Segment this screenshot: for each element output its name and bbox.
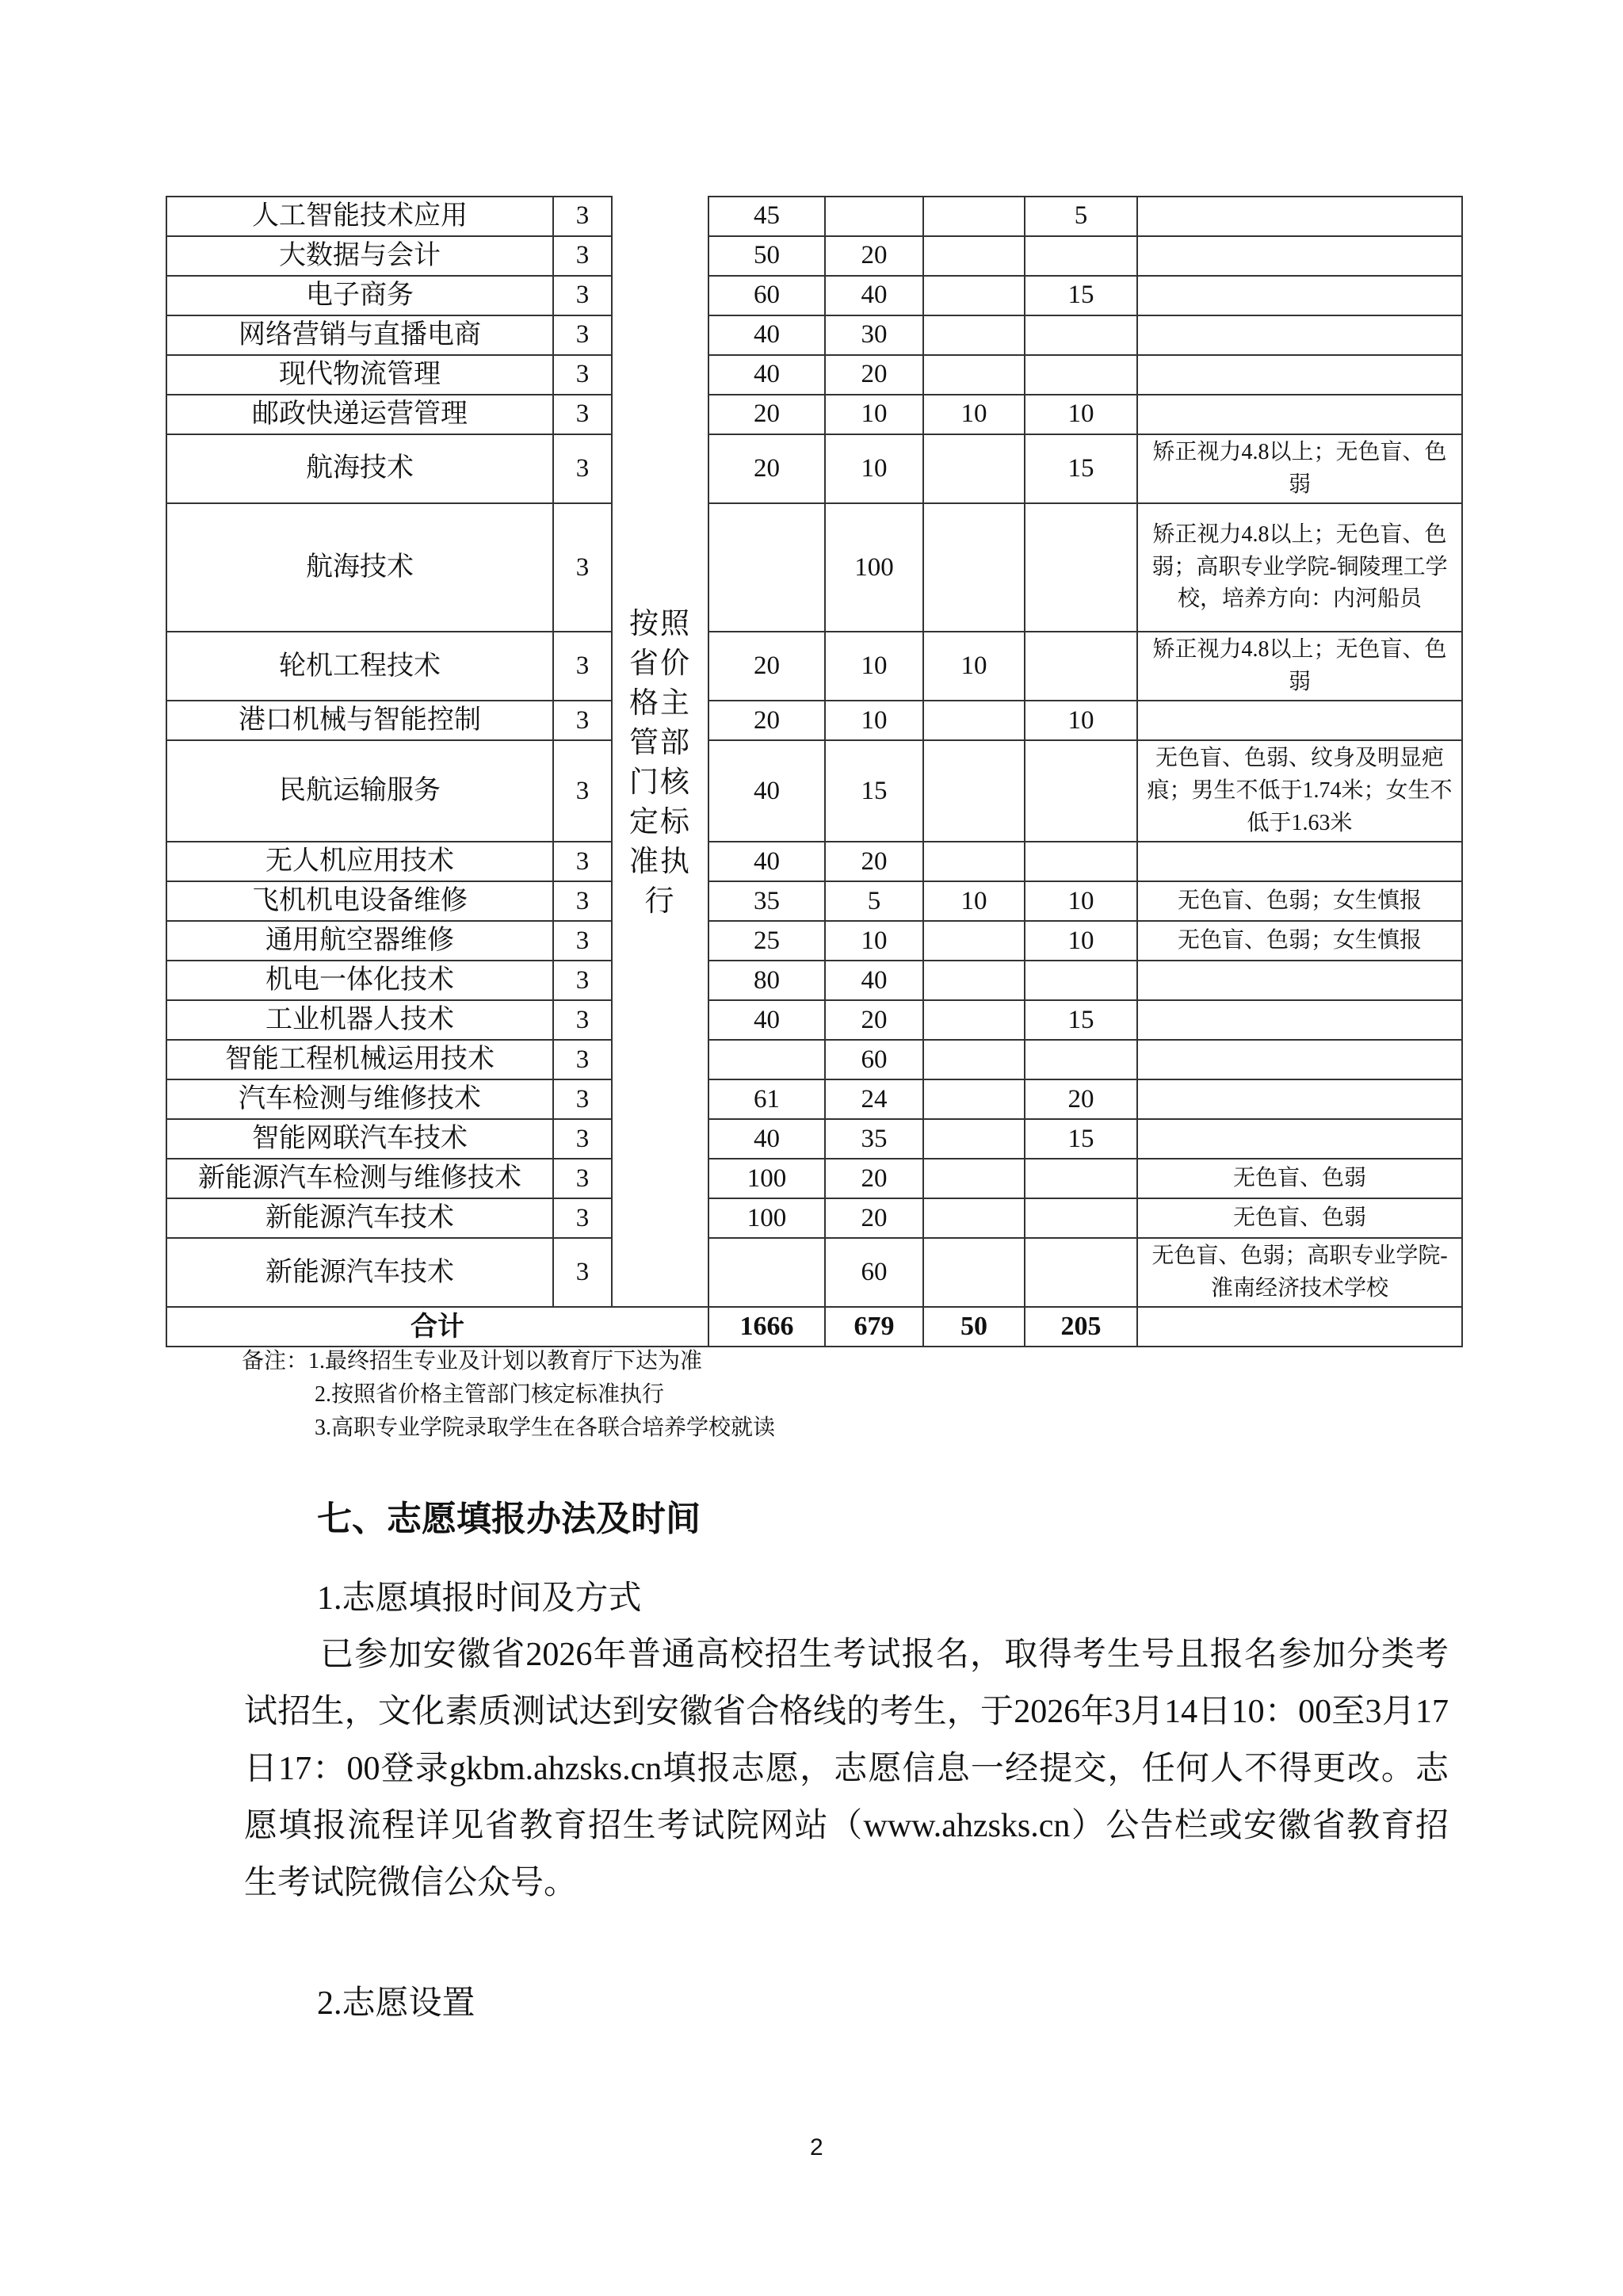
quota-cell bbox=[923, 1079, 1025, 1119]
quota-cell bbox=[923, 1040, 1025, 1079]
quota-cell: 10 bbox=[1025, 395, 1137, 434]
quota-cell: 60 bbox=[708, 276, 825, 315]
quota-cell bbox=[708, 503, 825, 632]
quota-cell: 10 bbox=[825, 395, 923, 434]
quota-cell bbox=[1025, 740, 1137, 842]
major-cell: 民航运输服务 bbox=[166, 740, 553, 842]
quota-cell bbox=[923, 315, 1025, 355]
remark-cell bbox=[1137, 1000, 1462, 1040]
quota-cell: 5 bbox=[1025, 197, 1137, 236]
major-cell: 航海技术 bbox=[166, 434, 553, 503]
quota-cell bbox=[923, 740, 1025, 842]
table-row bbox=[166, 1198, 1462, 1238]
quota-cell: 40 bbox=[708, 315, 825, 355]
subsection-heading: 2.志愿设置 bbox=[317, 1985, 475, 2022]
quota-cell bbox=[1025, 842, 1137, 881]
years-cell: 3 bbox=[553, 1079, 612, 1119]
quota-cell bbox=[923, 842, 1025, 881]
quota-cell: 80 bbox=[708, 961, 825, 1000]
note-item: 2.按照省价格主管部门核定标准执行 bbox=[315, 1382, 665, 1407]
quota-cell bbox=[923, 434, 1025, 503]
table-row bbox=[166, 236, 1462, 276]
years-cell: 3 bbox=[553, 315, 612, 355]
quota-cell: 20 bbox=[825, 1159, 923, 1198]
remark-cell bbox=[1137, 315, 1462, 355]
quota-cell: 35 bbox=[708, 881, 825, 921]
major-cell: 新能源汽车技术 bbox=[166, 1198, 553, 1238]
remark-cell: 无色盲、色弱 bbox=[1137, 1159, 1462, 1198]
table-row bbox=[166, 434, 1462, 503]
years-cell: 3 bbox=[553, 1119, 612, 1159]
table-row bbox=[166, 842, 1462, 881]
major-cell: 汽车检测与维修技术 bbox=[166, 1079, 553, 1119]
major-cell: 电子商务 bbox=[166, 276, 553, 315]
table-row bbox=[166, 1040, 1462, 1079]
major-cell: 轮机工程技术 bbox=[166, 632, 553, 701]
major-cell: 新能源汽车检测与维修技术 bbox=[166, 1159, 553, 1198]
quota-cell bbox=[923, 1159, 1025, 1198]
remark-cell bbox=[1137, 701, 1462, 740]
quota-cell: 100 bbox=[708, 1159, 825, 1198]
quota-cell bbox=[923, 1198, 1025, 1238]
quota-cell: 10 bbox=[1025, 881, 1137, 921]
years-cell: 3 bbox=[553, 276, 612, 315]
years-cell: 3 bbox=[553, 1198, 612, 1238]
quota-cell: 50 bbox=[708, 236, 825, 276]
quota-cell bbox=[1025, 503, 1137, 632]
remark-cell: 矫正视力4.8以上；无色盲、色弱 bbox=[1137, 632, 1462, 701]
quota-cell: 20 bbox=[825, 1000, 923, 1040]
quota-cell bbox=[1025, 632, 1137, 701]
years-cell: 3 bbox=[553, 503, 612, 632]
major-cell: 现代物流管理 bbox=[166, 355, 553, 395]
section-heading: 七、志愿填报办法及时间 bbox=[317, 1499, 701, 1539]
enrollment-plan-table bbox=[166, 196, 1463, 1347]
tuition-fee-text: 按照省价格主管部门核定标准执行 bbox=[629, 608, 691, 918]
note-item: 1.最终招生专业及计划以教育厅下达为准 bbox=[308, 1349, 703, 1373]
page-number: 2 bbox=[810, 2134, 823, 2160]
table-row bbox=[166, 1119, 1462, 1159]
table-row bbox=[166, 701, 1462, 740]
years-cell: 3 bbox=[553, 355, 612, 395]
quota-cell: 20 bbox=[825, 1198, 923, 1238]
major-cell: 港口机械与智能控制 bbox=[166, 701, 553, 740]
quota-cell: 20 bbox=[1025, 1079, 1137, 1119]
quota-cell bbox=[1025, 315, 1137, 355]
years-cell: 3 bbox=[553, 1238, 612, 1307]
quota-cell: 45 bbox=[708, 197, 825, 236]
table-row bbox=[166, 921, 1462, 961]
major-cell: 智能网联汽车技术 bbox=[166, 1119, 553, 1159]
quota-cell bbox=[923, 355, 1025, 395]
quota-cell: 10 bbox=[825, 632, 923, 701]
years-cell: 3 bbox=[553, 740, 612, 842]
quota-cell: 100 bbox=[825, 503, 923, 632]
quota-cell: 60 bbox=[825, 1040, 923, 1079]
remark-cell: 矫正视力4.8以上；无色盲、色弱 bbox=[1137, 434, 1462, 503]
quota-cell: 20 bbox=[708, 434, 825, 503]
table-row bbox=[166, 395, 1462, 434]
table-row bbox=[166, 1000, 1462, 1040]
quota-cell bbox=[923, 197, 1025, 236]
quota-cell: 15 bbox=[825, 740, 923, 842]
remark-cell bbox=[1137, 1119, 1462, 1159]
quota-cell: 10 bbox=[825, 701, 923, 740]
subsection-heading: 1.志愿填报时间及方式 bbox=[317, 1580, 642, 1617]
quota-cell: 20 bbox=[825, 236, 923, 276]
table-row bbox=[166, 355, 1462, 395]
table-row bbox=[166, 1159, 1462, 1198]
remark-cell bbox=[1137, 842, 1462, 881]
body-paragraph: 已参加安徽省2026年普通高校招生考试报名，取得考生号且报名参加分类考试招生，文化素质测试达到安徽省合格线的考生，于2026年3月14日10：00至3月17日17：00登录gkbm.ahzsks.cn填报志愿，志愿信息一经提交，任何人不得更改。志愿填报流程详见省教育招生考试院网站（www.ahzsks.cn）公告栏或安徽省教育招生考试院微信公众号。 bbox=[244, 1637, 1449, 1901]
remark-cell: 无色盲、色弱；高职专业学院-淮南经济技术学校 bbox=[1137, 1238, 1462, 1307]
quota-cell: 60 bbox=[825, 1238, 923, 1307]
quota-cell bbox=[923, 1000, 1025, 1040]
quota-cell: 20 bbox=[708, 632, 825, 701]
quota-cell: 10 bbox=[923, 632, 1025, 701]
quota-cell bbox=[923, 236, 1025, 276]
total-quota-cell: 205 bbox=[1025, 1307, 1137, 1347]
table-row bbox=[166, 276, 1462, 315]
total-quota-cell: 1666 bbox=[708, 1307, 825, 1347]
quota-cell: 10 bbox=[923, 881, 1025, 921]
years-cell: 3 bbox=[553, 701, 612, 740]
years-cell: 3 bbox=[553, 1000, 612, 1040]
quota-cell: 40 bbox=[708, 355, 825, 395]
years-cell: 3 bbox=[553, 921, 612, 961]
years-cell: 3 bbox=[553, 961, 612, 1000]
tuition-fee-cell bbox=[612, 197, 708, 1307]
quota-cell: 100 bbox=[708, 1198, 825, 1238]
total-label: 合计 bbox=[166, 1307, 708, 1347]
quota-cell: 15 bbox=[1025, 1000, 1137, 1040]
quota-cell: 40 bbox=[708, 1000, 825, 1040]
major-cell: 通用航空器维修 bbox=[166, 921, 553, 961]
quota-cell: 15 bbox=[1025, 1119, 1137, 1159]
years-cell: 3 bbox=[553, 1040, 612, 1079]
table-row bbox=[166, 503, 1462, 632]
quota-cell bbox=[1025, 1198, 1137, 1238]
remark-cell bbox=[1137, 1040, 1462, 1079]
quota-cell bbox=[923, 921, 1025, 961]
major-cell: 邮政快递运营管理 bbox=[166, 395, 553, 434]
remark-cell bbox=[1137, 961, 1462, 1000]
major-cell: 航海技术 bbox=[166, 503, 553, 632]
remark-cell bbox=[1137, 355, 1462, 395]
quota-cell: 61 bbox=[708, 1079, 825, 1119]
major-cell: 飞机机电设备维修 bbox=[166, 881, 553, 921]
quota-cell: 5 bbox=[825, 881, 923, 921]
quota-cell: 30 bbox=[825, 315, 923, 355]
quota-cell: 10 bbox=[923, 395, 1025, 434]
quota-cell bbox=[1025, 1159, 1137, 1198]
quota-cell: 10 bbox=[825, 434, 923, 503]
remark-cell: 无色盲、色弱；女生慎报 bbox=[1137, 921, 1462, 961]
table-row bbox=[166, 1238, 1462, 1307]
quota-cell bbox=[923, 1238, 1025, 1307]
quota-cell bbox=[1025, 236, 1137, 276]
quota-cell bbox=[708, 1040, 825, 1079]
table-row bbox=[166, 961, 1462, 1000]
remark-cell bbox=[1137, 395, 1462, 434]
remark-cell: 无色盲、色弱；女生慎报 bbox=[1137, 881, 1462, 921]
remark-cell bbox=[1137, 276, 1462, 315]
note-item: 3.高职专业学院录取学生在各联合培养学校就读 bbox=[315, 1415, 776, 1440]
years-cell: 3 bbox=[553, 1159, 612, 1198]
table-row bbox=[166, 632, 1462, 701]
years-cell: 3 bbox=[553, 395, 612, 434]
table-row bbox=[166, 881, 1462, 921]
years-cell: 3 bbox=[553, 434, 612, 503]
quota-cell bbox=[923, 701, 1025, 740]
table-row bbox=[166, 315, 1462, 355]
years-cell: 3 bbox=[553, 842, 612, 881]
quota-cell: 40 bbox=[825, 276, 923, 315]
total-remark-cell bbox=[1137, 1307, 1462, 1347]
major-cell: 机电一体化技术 bbox=[166, 961, 553, 1000]
years-cell: 3 bbox=[553, 881, 612, 921]
major-cell: 工业机器人技术 bbox=[166, 1000, 553, 1040]
remark-cell bbox=[1137, 197, 1462, 236]
major-cell: 人工智能技术应用 bbox=[166, 197, 553, 236]
major-cell: 无人机应用技术 bbox=[166, 842, 553, 881]
quota-cell bbox=[825, 197, 923, 236]
quota-cell bbox=[923, 1119, 1025, 1159]
quota-cell bbox=[1025, 1238, 1137, 1307]
notes-prefix: 备注： bbox=[242, 1349, 309, 1373]
major-cell: 网络营销与直播电商 bbox=[166, 315, 553, 355]
quota-cell: 20 bbox=[825, 842, 923, 881]
table-row bbox=[166, 1079, 1462, 1119]
total-quota-cell: 679 bbox=[825, 1307, 923, 1347]
quota-cell bbox=[923, 276, 1025, 315]
quota-cell: 25 bbox=[708, 921, 825, 961]
years-cell: 3 bbox=[553, 632, 612, 701]
table-row bbox=[166, 197, 1462, 236]
quota-cell: 15 bbox=[1025, 434, 1137, 503]
remark-cell: 矫正视力4.8以上；无色盲、色弱；高职专业学院-铜陵理工学校，培养方向：内河船员 bbox=[1137, 503, 1462, 632]
remark-cell bbox=[1137, 1079, 1462, 1119]
major-cell: 大数据与会计 bbox=[166, 236, 553, 276]
remark-cell bbox=[1137, 236, 1462, 276]
quota-cell bbox=[923, 503, 1025, 632]
total-quota-cell: 50 bbox=[923, 1307, 1025, 1347]
remark-cell: 无色盲、色弱、纹身及明显疤痕；男生不低于1.74米；女生不低于1.63米 bbox=[1137, 740, 1462, 842]
quota-cell bbox=[923, 961, 1025, 1000]
table-row bbox=[166, 740, 1462, 842]
quota-cell: 20 bbox=[708, 701, 825, 740]
table-notes bbox=[242, 1345, 775, 1445]
remark-cell: 无色盲、色弱 bbox=[1137, 1198, 1462, 1238]
quota-cell: 24 bbox=[825, 1079, 923, 1119]
quota-cell: 15 bbox=[1025, 276, 1137, 315]
quota-cell bbox=[1025, 355, 1137, 395]
total-row bbox=[166, 1307, 1462, 1347]
quota-cell: 40 bbox=[708, 842, 825, 881]
years-cell: 3 bbox=[553, 236, 612, 276]
quota-cell bbox=[708, 1238, 825, 1307]
quota-cell: 20 bbox=[825, 355, 923, 395]
quota-cell: 20 bbox=[708, 395, 825, 434]
quota-cell: 40 bbox=[708, 740, 825, 842]
quota-cell bbox=[1025, 961, 1137, 1000]
quota-cell bbox=[1025, 1040, 1137, 1079]
quota-cell: 40 bbox=[708, 1119, 825, 1159]
quota-cell: 10 bbox=[825, 921, 923, 961]
quota-cell: 35 bbox=[825, 1119, 923, 1159]
quota-cell: 40 bbox=[825, 961, 923, 1000]
quota-cell: 10 bbox=[1025, 921, 1137, 961]
major-cell: 智能工程机械运用技术 bbox=[166, 1040, 553, 1079]
major-cell: 新能源汽车技术 bbox=[166, 1238, 553, 1307]
quota-cell: 10 bbox=[1025, 701, 1137, 740]
years-cell: 3 bbox=[553, 197, 612, 236]
